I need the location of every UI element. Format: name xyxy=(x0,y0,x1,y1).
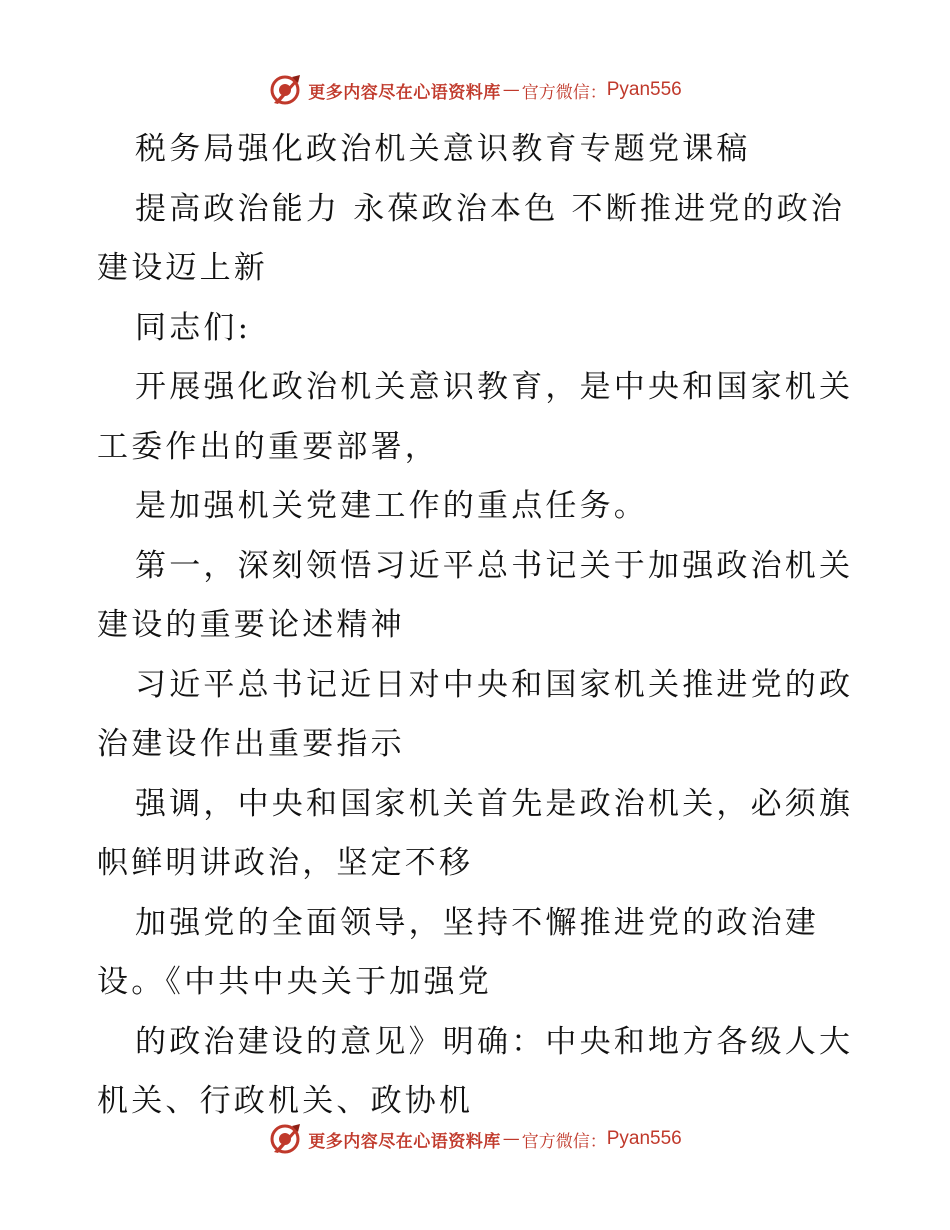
text-line: 是加强机关党建工作的重点任务。 xyxy=(135,488,648,524)
watermark-wechat-id: Pyan556 xyxy=(606,79,682,100)
text-line: 税务局强化政治机关意识教育专题党课稿 xyxy=(135,131,751,167)
watermark-dash: — xyxy=(502,1129,520,1149)
quill-logo-icon xyxy=(268,73,302,107)
watermark-brand: 更多内容尽在心语资料库 xyxy=(308,1131,501,1152)
watermark-wechat-label: 官方微信： xyxy=(521,82,607,103)
watermark-dash: — xyxy=(502,80,520,100)
watermark-wechat-label: 官方微信： xyxy=(521,1131,607,1152)
quill-logo-icon xyxy=(268,1122,302,1156)
text-line: 加强党的全面领导，坚持不懈推进党的政治建 xyxy=(135,904,819,941)
header-watermark xyxy=(0,70,950,110)
text-line: 建设迈上新 xyxy=(97,250,268,286)
watermark-brand: 更多内容尽在心语资料库 xyxy=(308,82,501,103)
text-line: 强调，中央和国家机关首先是政治机关，必须旗 xyxy=(135,785,854,822)
text-line: 机关、行政机关、政协机 xyxy=(97,1083,474,1119)
text-line: 第一，深刻领悟习近平总书记关于加强政治机关 xyxy=(135,547,854,584)
text-line: 的政治建设的意见》明确：中央和地方各级人大 xyxy=(135,1023,854,1060)
text-line: 开展强化政治机关意识教育，是中央和国家机关 xyxy=(135,369,854,405)
text-line: 建设的重要论述精神 xyxy=(97,607,405,643)
text-line: 提高政治能力 永葆政治本色 不断推进党的政治 xyxy=(135,190,846,227)
text-line: 习近平总书记近日对中央和国家机关推进党的政 xyxy=(135,666,854,703)
text-line: 工委作出的重要部署， xyxy=(97,428,439,465)
text-line: 设。《中共中央关于加强党 xyxy=(97,964,492,1000)
watermark-wechat-id: Pyan556 xyxy=(606,1128,682,1149)
text-line: 同志们: xyxy=(135,309,252,346)
footer-watermark xyxy=(0,1119,950,1159)
text-line: 帜鲜明讲政治，坚定不移 xyxy=(97,845,474,881)
text-line: 治建设作出重要指示 xyxy=(97,726,405,762)
document-body xyxy=(97,120,857,1132)
